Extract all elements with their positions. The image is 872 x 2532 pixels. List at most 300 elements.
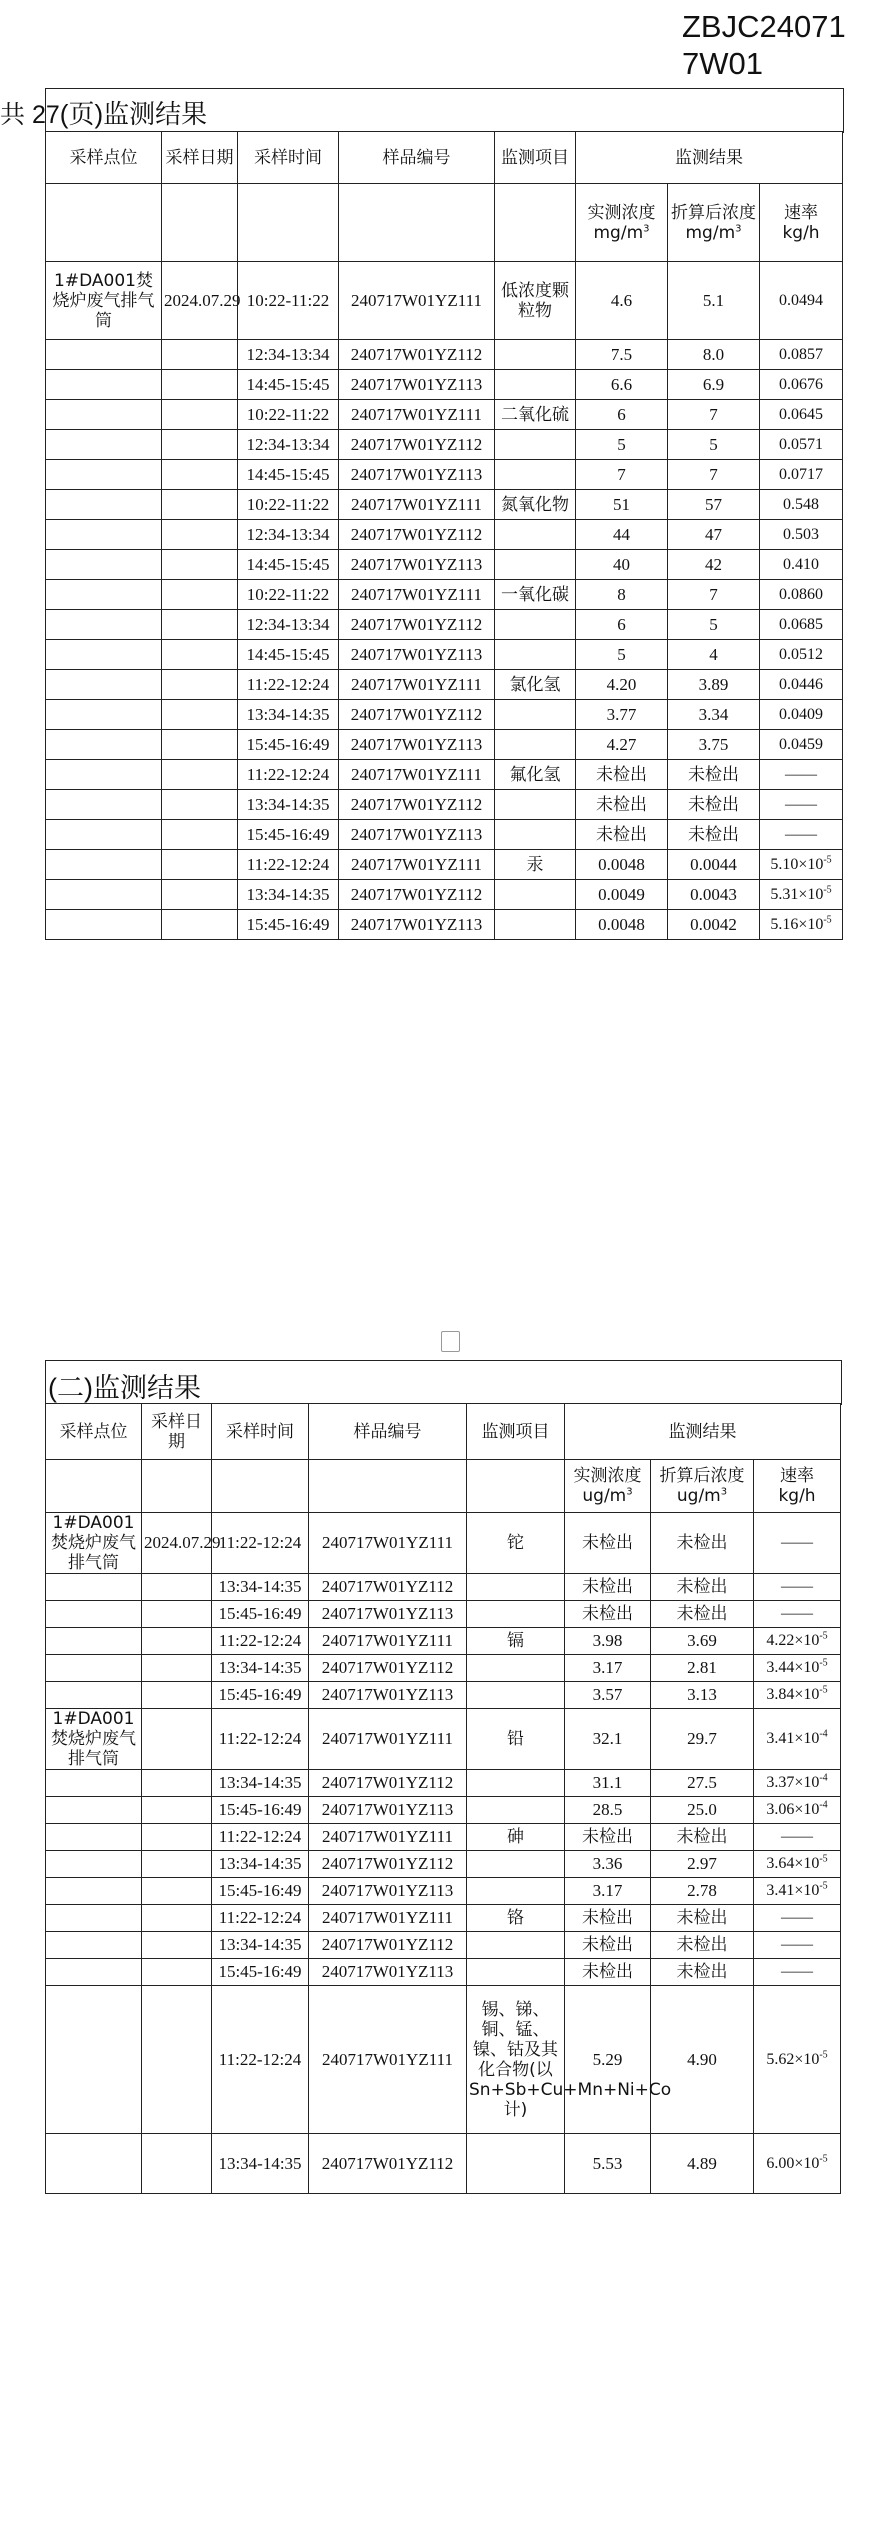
cell-measured: 7 — [576, 460, 668, 490]
cell-rate: 0.410 — [760, 550, 843, 580]
table2-subheader-row — [46, 1460, 841, 1513]
table-row — [46, 460, 843, 490]
cell-date — [142, 2134, 212, 2194]
cell-point — [46, 580, 162, 610]
cell-date — [162, 550, 238, 580]
cell-converted: 5.1 — [668, 262, 760, 340]
cell-point — [46, 490, 162, 520]
cell-item — [495, 790, 576, 820]
cell-rate: 0.0571 — [760, 430, 843, 460]
table-row — [46, 1770, 841, 1797]
cell-point — [46, 430, 162, 460]
table-row — [46, 340, 843, 370]
table-row — [46, 1878, 841, 1905]
cell-point — [46, 370, 162, 400]
cell-sample: 240717W01YZ112 — [309, 1655, 467, 1682]
cell-converted: 57 — [668, 490, 760, 520]
report-number-line1: ZBJC24071 — [682, 9, 846, 44]
cell-sample: 240717W01YZ113 — [309, 1878, 467, 1905]
cell-measured: 3.17 — [565, 1878, 651, 1905]
table-row — [46, 640, 843, 670]
cell-point — [46, 850, 162, 880]
cell-point — [46, 1932, 142, 1959]
cell-item — [467, 1601, 565, 1628]
cell-point — [46, 1601, 142, 1628]
cell-item: 汞 — [495, 850, 576, 880]
cell-sample: 240717W01YZ111 — [309, 1628, 467, 1655]
cell-sample: 240717W01YZ112 — [339, 700, 495, 730]
table-row — [46, 910, 843, 940]
cell-rate: $3.64\times 10^{-5}$ — [754, 1851, 841, 1878]
cell-rate: 0.0857 — [760, 340, 843, 370]
cell-item — [467, 1797, 565, 1824]
cell-rate: —— — [754, 1513, 841, 1574]
cell-time: 15:45-16:49 — [212, 1797, 309, 1824]
cell-measured: 未检出 — [565, 1932, 651, 1959]
cell-point — [46, 760, 162, 790]
cell-converted: 5 — [668, 430, 760, 460]
cell-point: 1#DA001焚烧炉废气排气筒 — [46, 1513, 142, 1574]
cell-date — [162, 490, 238, 520]
cell-point — [46, 700, 162, 730]
cell-converted: 5 — [668, 610, 760, 640]
cell-point: 1#DA001焚烧炉废气排气筒 — [46, 262, 162, 340]
cell-time: 14:45-15:45 — [238, 460, 339, 490]
cell-converted: 4.89 — [651, 2134, 754, 2194]
cell-point — [46, 880, 162, 910]
cell-time: 10:22-11:22 — [238, 262, 339, 340]
table-row — [46, 370, 843, 400]
cell-converted: 3.69 — [651, 1628, 754, 1655]
cell-measured: 40 — [576, 550, 668, 580]
cell-item — [495, 610, 576, 640]
cell-time: 15:45-16:49 — [238, 820, 339, 850]
cell-date: 2024.07.29 — [142, 1513, 212, 1574]
cell-rate: —— — [760, 760, 843, 790]
cell-time: 13:34-14:35 — [212, 1770, 309, 1797]
cell-rate: 0.0860 — [760, 580, 843, 610]
cell-sample: 240717W01YZ111 — [339, 490, 495, 520]
col-header-result: 监测结果 — [576, 132, 843, 184]
col-header-result: 监测结果 — [565, 1404, 841, 1460]
cell-time: 12:34-13:34 — [238, 340, 339, 370]
cell-converted: 未检出 — [651, 1905, 754, 1932]
cell-date — [142, 1986, 212, 2134]
cell-point — [46, 790, 162, 820]
cell-rate: —— — [754, 1959, 841, 1986]
cell-point — [46, 1959, 142, 1986]
cell-item — [495, 550, 576, 580]
table-row — [46, 670, 843, 700]
table-row — [46, 790, 843, 820]
cell-item — [467, 1878, 565, 1905]
table-row — [46, 550, 843, 580]
cell-time: 11:22-12:24 — [238, 760, 339, 790]
cell-measured: 未检出 — [576, 760, 668, 790]
cell-converted: 47 — [668, 520, 760, 550]
cell-sample: 240717W01YZ112 — [339, 790, 495, 820]
cell-date — [162, 910, 238, 940]
cell-measured: 未检出 — [565, 1513, 651, 1574]
cell-sample: 240717W01YZ113 — [339, 730, 495, 760]
col-header-time: 采样时间 — [238, 132, 339, 184]
cell-point — [46, 520, 162, 550]
cell-time: 15:45-16:49 — [212, 1878, 309, 1905]
cell-measured: 未检出 — [576, 790, 668, 820]
cell-date — [162, 580, 238, 610]
cell-measured: 未检出 — [565, 1905, 651, 1932]
cell-item — [467, 1932, 565, 1959]
cell-sample: 240717W01YZ112 — [309, 1932, 467, 1959]
cell-time: 13:34-14:35 — [212, 1932, 309, 1959]
table2-title: (二)监测结果 — [48, 1373, 201, 1403]
cell-time: 13:34-14:35 — [212, 1574, 309, 1601]
cell-point — [46, 2134, 142, 2194]
cell-item — [467, 2134, 565, 2194]
cell-time: 14:45-15:45 — [238, 370, 339, 400]
page-label: 共 27(页)监测结果 — [0, 99, 208, 129]
cell-time: 13:34-14:35 — [238, 700, 339, 730]
cell-converted: 3.75 — [668, 730, 760, 760]
cell-rate: $3.41\times 10^{-4}$ — [754, 1709, 841, 1770]
cell-sample: 240717W01YZ111 — [339, 262, 495, 340]
cell-measured: 31.1 — [565, 1770, 651, 1797]
cell-point — [46, 1797, 142, 1824]
cell-measured: 未检出 — [576, 820, 668, 850]
cell-converted: 未检出 — [651, 1574, 754, 1601]
table-row — [46, 850, 843, 880]
cell-point — [46, 1655, 142, 1682]
table-row — [46, 2134, 841, 2194]
cell-item: 镉 — [467, 1628, 565, 1655]
cell-sample: 240717W01YZ111 — [309, 1513, 467, 1574]
cell-measured: 32.1 — [565, 1709, 651, 1770]
col-header-point: 采样点位 — [46, 132, 162, 184]
cell-date — [142, 1824, 212, 1851]
cell-converted: 2.97 — [651, 1851, 754, 1878]
cell-converted: 4.90 — [651, 1986, 754, 2134]
cell-sample: 240717W01YZ113 — [339, 820, 495, 850]
cell-point — [46, 400, 162, 430]
cell-date — [162, 430, 238, 460]
cell-sample: 240717W01YZ113 — [309, 1959, 467, 1986]
cell-time: 13:34-14:35 — [212, 1655, 309, 1682]
col-header-date: 采样日期 — [162, 132, 238, 184]
cell-point — [46, 1851, 142, 1878]
table1-subheader-row — [46, 184, 843, 262]
cell-date — [142, 1932, 212, 1959]
cell-time: 10:22-11:22 — [238, 490, 339, 520]
table-row — [46, 580, 843, 610]
table-row — [46, 1797, 841, 1824]
col-header-converted: 折算后浓度 $ug/m^3$ — [651, 1460, 754, 1513]
cell-date — [142, 1905, 212, 1932]
cell-sample: 240717W01YZ111 — [339, 850, 495, 880]
cell-date — [162, 340, 238, 370]
cell-sample: 240717W01YZ111 — [339, 580, 495, 610]
cell-converted: 3.34 — [668, 700, 760, 730]
cell-rate: $4.22\times 10^{-5}$ — [754, 1628, 841, 1655]
cell-item — [495, 430, 576, 460]
cell-rate: 0.0409 — [760, 700, 843, 730]
cell-sample: 240717W01YZ111 — [309, 1905, 467, 1932]
cell-measured: 3.57 — [565, 1682, 651, 1709]
cell-item: 二氧化硫 — [495, 400, 576, 430]
cell-date — [142, 1797, 212, 1824]
cell-point — [46, 910, 162, 940]
cell-rate: $5.62\times 10^{-5}$ — [754, 1986, 841, 2134]
cell-rate: —— — [754, 1932, 841, 1959]
cell-rate: $5.10\times 10^{-5}$ — [760, 850, 843, 880]
table2-header-row — [46, 1404, 841, 1460]
cell-measured: 3.36 — [565, 1851, 651, 1878]
cell-measured: 5 — [576, 640, 668, 670]
table-row — [46, 1986, 841, 2134]
cell-sample: 240717W01YZ112 — [309, 1851, 467, 1878]
col-header-time: 采样时间 — [212, 1404, 309, 1460]
cell-point — [46, 550, 162, 580]
cell-time: 11:22-12:24 — [212, 1824, 309, 1851]
cell-point — [46, 1574, 142, 1601]
cell-time: 13:34-14:35 — [238, 880, 339, 910]
cell-sample: 240717W01YZ111 — [339, 400, 495, 430]
cell-date — [162, 820, 238, 850]
cell-point — [46, 610, 162, 640]
cell-converted: 0.0042 — [668, 910, 760, 940]
cell-item — [495, 910, 576, 940]
cell-sample: 240717W01YZ111 — [339, 670, 495, 700]
cell-converted: 2.81 — [651, 1655, 754, 1682]
cell-measured: 51 — [576, 490, 668, 520]
cell-time: 12:34-13:34 — [238, 520, 339, 550]
cell-item — [467, 1655, 565, 1682]
cell-item: 砷 — [467, 1824, 565, 1851]
cell-date — [162, 670, 238, 700]
cell-item: 氟化氢 — [495, 760, 576, 790]
table-row — [46, 400, 843, 430]
cell-converted: 3.89 — [668, 670, 760, 700]
cell-rate: $6.00\times 10^{-5}$ — [754, 2134, 841, 2194]
cell-measured: 5 — [576, 430, 668, 460]
cell-time: 14:45-15:45 — [238, 640, 339, 670]
cell-date — [142, 1682, 212, 1709]
cell-time: 10:22-11:22 — [238, 400, 339, 430]
cell-date — [162, 640, 238, 670]
cell-converted: 未检出 — [668, 790, 760, 820]
cell-converted: 未检出 — [651, 1932, 754, 1959]
monitoring-table-1 — [45, 131, 843, 940]
cell-converted: 未检出 — [651, 1959, 754, 1986]
cell-rate: 0.548 — [760, 490, 843, 520]
table-row — [46, 1824, 841, 1851]
cell-time: 15:45-16:49 — [238, 730, 339, 760]
cell-item — [495, 340, 576, 370]
page-break-marker — [441, 1331, 460, 1352]
col-header-item: 监测项目 — [495, 132, 576, 184]
cell-point: 1#DA001焚烧炉废气排气筒 — [46, 1709, 142, 1770]
table-row — [46, 700, 843, 730]
cell-point — [46, 1824, 142, 1851]
cell-rate: —— — [760, 820, 843, 850]
cell-measured: 0.0048 — [576, 910, 668, 940]
cell-measured: 4.20 — [576, 670, 668, 700]
cell-measured: 未检出 — [565, 1601, 651, 1628]
cell-rate: 0.0446 — [760, 670, 843, 700]
cell-measured: 6 — [576, 400, 668, 430]
cell-time: 15:45-16:49 — [212, 1959, 309, 1986]
cell-sample: 240717W01YZ113 — [339, 370, 495, 400]
monitoring-table-2 — [45, 1403, 841, 2194]
cell-time: 11:22-12:24 — [212, 1513, 309, 1574]
cell-time: 13:34-14:35 — [212, 2134, 309, 2194]
table-row — [46, 610, 843, 640]
cell-point — [46, 1986, 142, 2134]
cell-rate: $3.41\times 10^{-5}$ — [754, 1878, 841, 1905]
cell-point — [46, 460, 162, 490]
cell-point — [46, 640, 162, 670]
cell-rate: 0.0645 — [760, 400, 843, 430]
cell-rate: $5.31\times 10^{-5}$ — [760, 880, 843, 910]
cell-measured: 6 — [576, 610, 668, 640]
cell-rate: —— — [760, 790, 843, 820]
cell-rate: —— — [754, 1905, 841, 1932]
cell-item: 一氧化碳 — [495, 580, 576, 610]
cell-date — [142, 1628, 212, 1655]
cell-sample: 240717W01YZ112 — [339, 340, 495, 370]
report-number-line2: 7W01 — [682, 46, 763, 81]
table-row — [46, 1628, 841, 1655]
cell-item — [495, 700, 576, 730]
cell-item — [495, 820, 576, 850]
cell-converted: 未检出 — [651, 1601, 754, 1628]
cell-date — [162, 700, 238, 730]
cell-date: 2024.07.29 — [162, 262, 238, 340]
cell-rate: —— — [754, 1601, 841, 1628]
cell-date — [162, 760, 238, 790]
cell-converted: 0.0044 — [668, 850, 760, 880]
cell-item — [467, 1851, 565, 1878]
cell-time: 13:34-14:35 — [238, 790, 339, 820]
cell-date — [142, 1851, 212, 1878]
cell-sample: 240717W01YZ112 — [309, 2134, 467, 2194]
table1-header-row — [46, 132, 843, 184]
cell-converted: 3.13 — [651, 1682, 754, 1709]
cell-rate: 0.0512 — [760, 640, 843, 670]
cell-measured: 0.0048 — [576, 850, 668, 880]
cell-item: 铬 — [467, 1905, 565, 1932]
cell-converted: 7 — [668, 400, 760, 430]
cell-date — [142, 1709, 212, 1770]
cell-point — [46, 730, 162, 760]
cell-sample: 240717W01YZ113 — [339, 640, 495, 670]
cell-converted: 6.9 — [668, 370, 760, 400]
cell-rate: 0.0494 — [760, 262, 843, 340]
table-row — [46, 1709, 841, 1770]
cell-rate: —— — [754, 1824, 841, 1851]
cell-item: 氮氧化物 — [495, 490, 576, 520]
cell-measured: 4.27 — [576, 730, 668, 760]
cell-sample: 240717W01YZ112 — [339, 520, 495, 550]
col-header-measured: 实测浓度 $mg/m^3$ — [576, 184, 668, 262]
table-row — [46, 520, 843, 550]
cell-converted: 27.5 — [651, 1770, 754, 1797]
table-row — [46, 1655, 841, 1682]
cell-item — [467, 1959, 565, 1986]
cell-converted: 未检出 — [651, 1513, 754, 1574]
col-header-sample: 样品编号 — [339, 132, 495, 184]
cell-sample: 240717W01YZ111 — [309, 1986, 467, 2134]
report-number — [682, 8, 872, 82]
cell-measured: 28.5 — [565, 1797, 651, 1824]
cell-date — [142, 1959, 212, 1986]
cell-time: 11:22-12:24 — [238, 850, 339, 880]
cell-sample: 240717W01YZ113 — [339, 550, 495, 580]
cell-item: 铊 — [467, 1513, 565, 1574]
table-row — [46, 490, 843, 520]
cell-sample: 240717W01YZ112 — [339, 430, 495, 460]
cell-date — [162, 730, 238, 760]
cell-point — [46, 1905, 142, 1932]
cell-measured: 未检出 — [565, 1824, 651, 1851]
cell-date — [142, 1878, 212, 1905]
cell-date — [142, 1655, 212, 1682]
cell-measured: 7.5 — [576, 340, 668, 370]
table-row — [46, 262, 843, 340]
cell-rate: 0.0717 — [760, 460, 843, 490]
cell-converted: 42 — [668, 550, 760, 580]
cell-converted: 25.0 — [651, 1797, 754, 1824]
cell-item: 低浓度颗粒物 — [495, 262, 576, 340]
cell-rate: 0.503 — [760, 520, 843, 550]
cell-converted: 8.0 — [668, 340, 760, 370]
cell-time: 11:22-12:24 — [238, 670, 339, 700]
cell-sample: 240717W01YZ113 — [339, 910, 495, 940]
cell-point — [46, 670, 162, 700]
table-row — [46, 1959, 841, 1986]
cell-measured: 0.0049 — [576, 880, 668, 910]
cell-measured: 44 — [576, 520, 668, 550]
cell-time: 11:22-12:24 — [212, 1986, 309, 2134]
table-row — [46, 760, 843, 790]
cell-point — [46, 1682, 142, 1709]
cell-measured: 未检出 — [565, 1574, 651, 1601]
cell-time: 15:45-16:49 — [212, 1682, 309, 1709]
cell-rate: —— — [754, 1574, 841, 1601]
cell-rate: $3.37\times 10^{-4}$ — [754, 1770, 841, 1797]
cell-date — [142, 1601, 212, 1628]
cell-converted: 未检出 — [668, 820, 760, 850]
table-row — [46, 820, 843, 850]
cell-sample: 240717W01YZ113 — [309, 1682, 467, 1709]
cell-converted: 0.0043 — [668, 880, 760, 910]
cell-measured: 5.29 — [565, 1986, 651, 2134]
col-header-converted: 折算后浓度 $mg/m^3$ — [668, 184, 760, 262]
cell-point — [46, 1770, 142, 1797]
cell-date — [162, 520, 238, 550]
cell-date — [142, 1770, 212, 1797]
cell-sample: 240717W01YZ113 — [309, 1797, 467, 1824]
cell-sample: 240717W01YZ112 — [309, 1770, 467, 1797]
cell-measured: 3.17 — [565, 1655, 651, 1682]
cell-sample: 240717W01YZ111 — [339, 760, 495, 790]
cell-converted: 7 — [668, 460, 760, 490]
cell-item — [495, 460, 576, 490]
col-header-point: 采样点位 — [46, 1404, 142, 1460]
cell-converted: 7 — [668, 580, 760, 610]
cell-time: 12:34-13:34 — [238, 430, 339, 460]
table-row — [46, 1574, 841, 1601]
cell-point — [46, 820, 162, 850]
